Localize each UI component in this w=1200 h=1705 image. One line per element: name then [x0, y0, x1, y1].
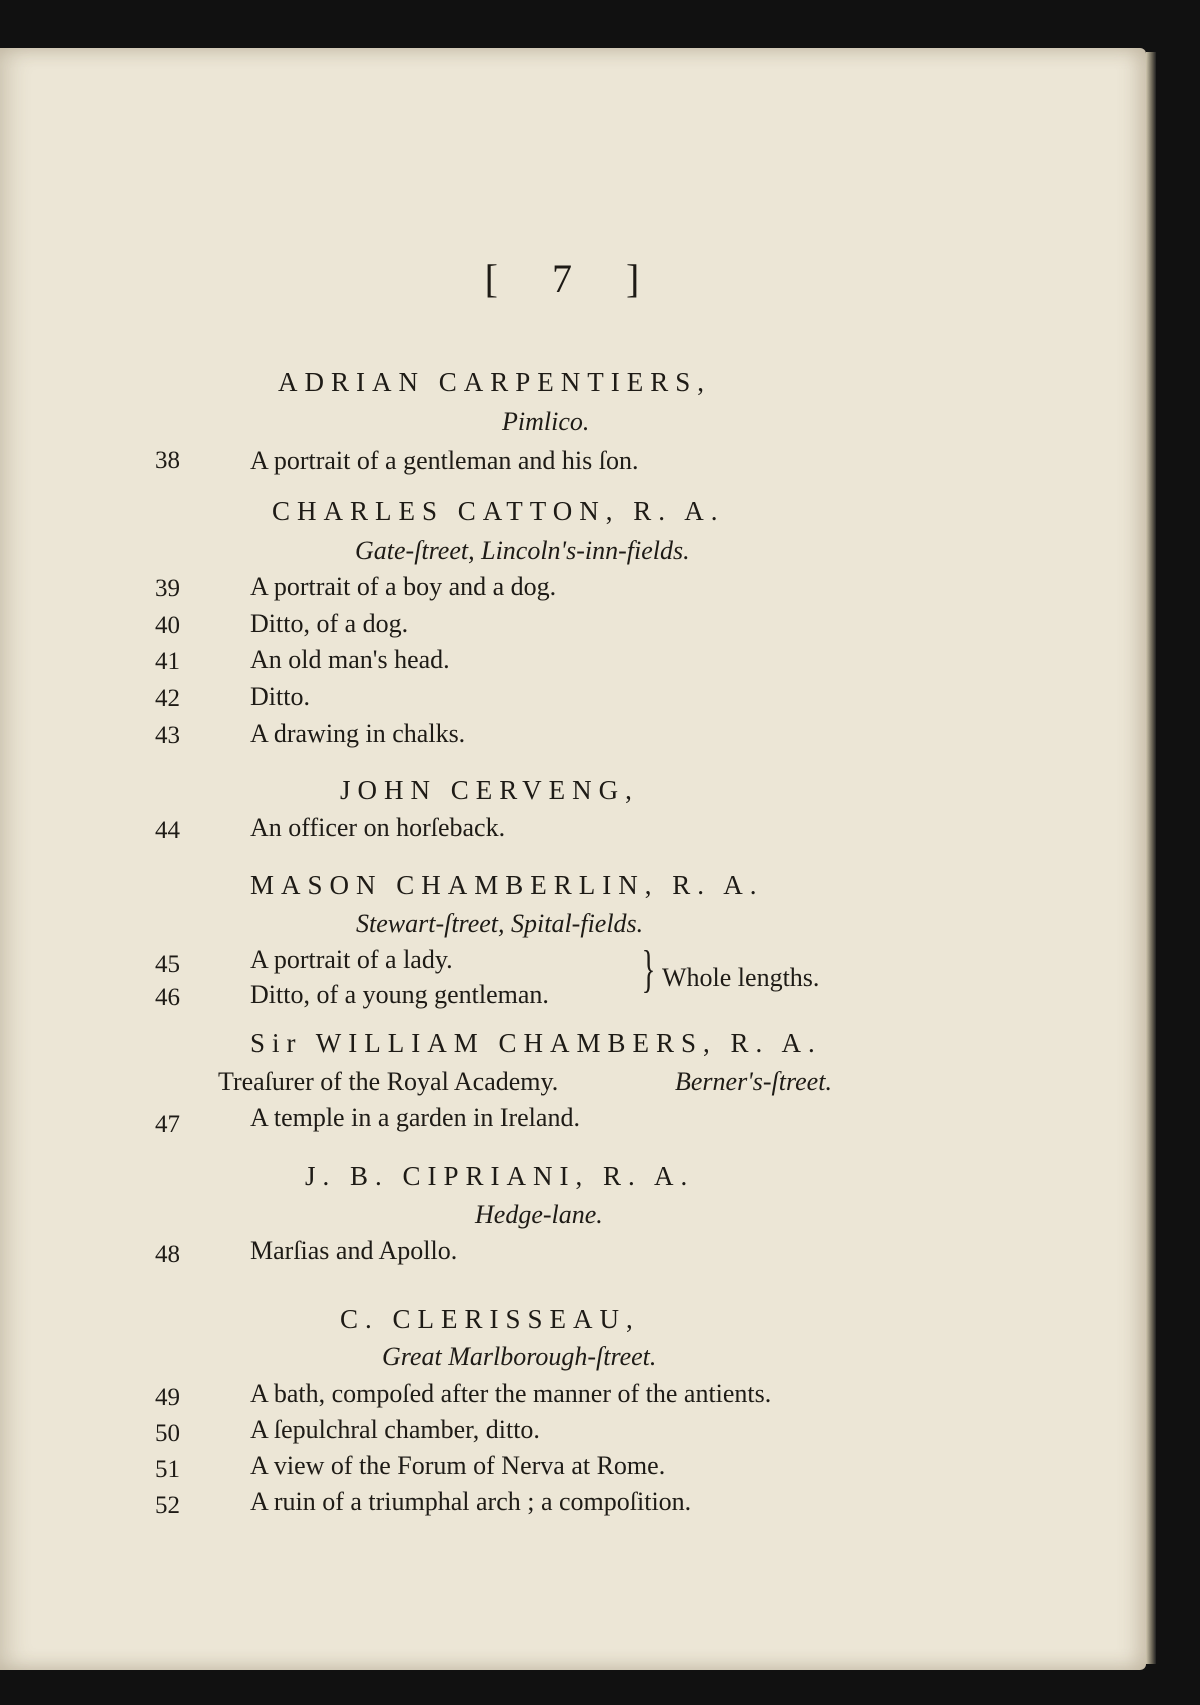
- work-title: A bath, compoſed after the manner of the antients.: [250, 1379, 772, 1408]
- work-title: A view of the Forum of Nerva at Rome.: [250, 1451, 666, 1480]
- work-title: Ditto, of a dog.: [250, 609, 409, 638]
- artist-address: Pimlico.: [502, 407, 590, 436]
- catalogue-number: 51: [155, 1456, 180, 1483]
- grouping-brace: }: [641, 941, 656, 998]
- work-title: Marſias and Apollo.: [250, 1236, 458, 1265]
- artist-address: Berner's-ſtreet.: [675, 1067, 832, 1096]
- catalogue-number: 39: [155, 575, 180, 602]
- artist-address: Hedge-lane.: [475, 1200, 603, 1229]
- group-note: Whole lengths.: [662, 963, 820, 992]
- catalogue-number: 38: [155, 447, 180, 474]
- work-title: A portrait of a boy and a dog.: [250, 572, 557, 601]
- work-title: A temple in a garden in Ireland.: [250, 1103, 580, 1132]
- work-title: A drawing in chalks.: [250, 719, 466, 748]
- artist-name: ADRIAN CARPENTIERS,: [278, 367, 712, 397]
- catalogue-number: 44: [155, 817, 180, 844]
- work-title: A ſepulchral chamber, ditto.: [250, 1415, 540, 1444]
- work-title: A portrait of a gentleman and his ſon.: [250, 446, 639, 475]
- artist-title: Treaſurer of the Royal Academy.: [218, 1067, 559, 1096]
- catalogue-number: 43: [155, 722, 180, 749]
- artist-name: C. CLERISSEAU,: [340, 1304, 640, 1334]
- work-title: Ditto, of a young gentleman.: [250, 980, 549, 1009]
- artist-name: CHARLES CATTON, R. A.: [272, 496, 725, 526]
- work-title: A portrait of a lady.: [250, 945, 453, 974]
- page-edge: [1146, 52, 1156, 1664]
- work-title: A ruin of a triumphal arch ; a compoſition.: [250, 1487, 692, 1516]
- artist-name: JOHN CERVENG,: [340, 775, 639, 805]
- artist-address: Gate-ſtreet, Lincoln's-inn-fields.: [355, 536, 690, 565]
- catalogue-number: 47: [155, 1111, 180, 1138]
- work-title: An old man's head.: [250, 645, 450, 674]
- catalogue-number: 49: [155, 1384, 180, 1411]
- catalogue-number: 41: [155, 648, 180, 675]
- catalogue-number: 40: [155, 612, 180, 639]
- artist-address: Stewart-ſtreet, Spital-fields.: [356, 909, 644, 938]
- work-title: Ditto.: [250, 682, 310, 711]
- catalogue-number: 52: [155, 1492, 180, 1519]
- catalogue-number: 48: [155, 1241, 180, 1268]
- page-number: [ 7 ]: [484, 256, 662, 301]
- book-page: [0, 48, 1146, 1670]
- catalogue-number: 45: [155, 951, 180, 978]
- catalogue-number: 46: [155, 984, 180, 1011]
- artist-name: J. B. CIPRIANI, R. A.: [305, 1161, 695, 1191]
- catalogue-number: 50: [155, 1420, 180, 1447]
- artist-name: MASON CHAMBERLIN, R. A.: [250, 870, 764, 900]
- work-title: An officer on horſeback.: [250, 813, 506, 842]
- catalogue-number: 42: [155, 685, 180, 712]
- artist-address: Great Marlborough-ſtreet.: [382, 1342, 657, 1371]
- artist-name: Sir WILLIAM CHAMBERS, R. A.: [250, 1028, 822, 1058]
